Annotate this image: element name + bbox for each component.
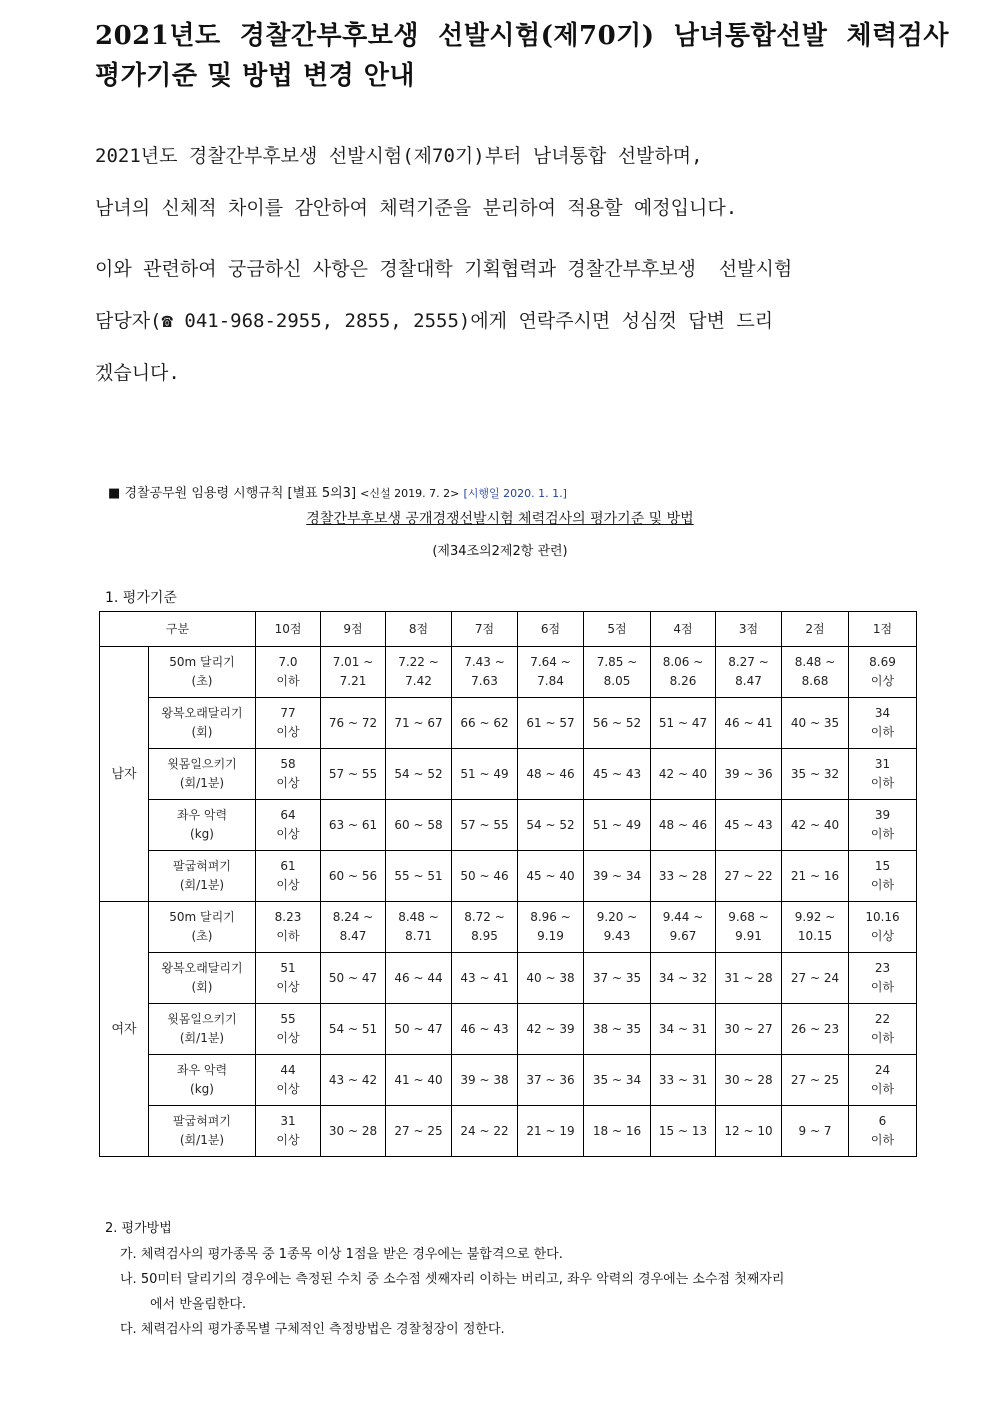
score-value: 60 ~ 58 xyxy=(394,817,443,832)
score-value: 42 ~ 40 xyxy=(790,817,840,832)
score-value: 66 ~ 62 xyxy=(460,715,509,730)
score-value: 50 ~ 46 xyxy=(460,868,509,883)
score-cell xyxy=(651,800,716,851)
score-cell xyxy=(256,800,321,851)
score-value: 51 ~ 47 xyxy=(658,715,708,730)
score-value: 34 ~ 31 xyxy=(658,1021,708,1036)
header-score: 10점 xyxy=(256,612,321,647)
score-cell xyxy=(782,953,849,1004)
score-value: 7.64 ~ 7.84 xyxy=(530,655,571,688)
table-row xyxy=(100,851,917,902)
score-value: 61 ~ 57 xyxy=(526,715,575,730)
score-value: 44 이상 xyxy=(276,1063,300,1096)
score-cell xyxy=(386,698,452,749)
score-cell xyxy=(518,698,584,749)
score-value: 46 ~ 44 xyxy=(394,970,443,985)
score-value: 8.06 ~ 8.26 xyxy=(662,655,704,688)
score-cell xyxy=(321,647,386,698)
score-cell xyxy=(256,902,321,953)
score-cell xyxy=(321,1004,386,1055)
score-cell xyxy=(321,1055,386,1106)
score-cell xyxy=(518,749,584,800)
header-score: 1점 xyxy=(849,612,917,647)
contact-line-3: 겠습니다. xyxy=(95,362,180,384)
score-value: 46 ~ 41 xyxy=(724,715,773,730)
score-value: 42 ~ 39 xyxy=(526,1021,575,1036)
score-value: 31 이하 xyxy=(870,757,895,790)
score-cell xyxy=(256,1055,321,1106)
score-value: 39 ~ 36 xyxy=(724,766,773,781)
score-value: 8.69 이상 xyxy=(869,655,896,688)
score-cell xyxy=(849,647,917,698)
score-value: 57 ~ 55 xyxy=(328,766,378,781)
event-label: 팔굽혀펴기 (회/1분) xyxy=(173,1114,231,1147)
header-score: 6점 xyxy=(518,612,584,647)
event-cell xyxy=(149,1106,256,1157)
score-value: 31 이상 xyxy=(276,1114,300,1147)
score-value: 55 이상 xyxy=(276,1012,300,1045)
score-value: 12 ~ 10 xyxy=(724,1123,773,1138)
score-cell xyxy=(849,1004,917,1055)
score-value: 54 ~ 52 xyxy=(526,817,575,832)
score-value: 9.44 ~ 9.67 xyxy=(662,910,704,943)
score-value: 45 ~ 43 xyxy=(592,766,642,781)
event-cell xyxy=(149,749,256,800)
score-value: 54 ~ 52 xyxy=(394,766,443,781)
score-cell xyxy=(651,749,716,800)
score-value: 39 이하 xyxy=(870,808,895,841)
score-value: 45 ~ 43 xyxy=(724,817,773,832)
score-value: 40 ~ 35 xyxy=(790,715,840,730)
score-value: 61 이상 xyxy=(276,859,300,892)
score-cell xyxy=(256,698,321,749)
score-cell xyxy=(518,851,584,902)
event-cell xyxy=(149,953,256,1004)
score-cell xyxy=(651,953,716,1004)
score-cell xyxy=(584,1106,651,1157)
score-value: 30 ~ 28 xyxy=(724,1072,773,1087)
score-cell xyxy=(452,851,518,902)
score-value: 27 ~ 22 xyxy=(724,868,773,883)
header-score: 9점 xyxy=(321,612,386,647)
intro-line-1: 2021년도 경찰간부후보생 선발시험(제70기)부터 남녀통합 선발하며, xyxy=(95,145,703,167)
score-value: 50 ~ 47 xyxy=(328,970,378,985)
header-score: 2점 xyxy=(782,612,849,647)
score-value: 43 ~ 41 xyxy=(460,970,509,985)
score-cell xyxy=(782,851,849,902)
event-label: 좌우 악력 (kg) xyxy=(176,808,228,841)
score-value: 31 ~ 28 xyxy=(724,970,773,985)
score-cell xyxy=(256,953,321,1004)
table-subtitle: (제34조의2제2항 관련) xyxy=(432,544,568,559)
score-cell xyxy=(321,800,386,851)
header-score: 5점 xyxy=(584,612,651,647)
score-cell xyxy=(584,647,651,698)
score-value: 40 ~ 38 xyxy=(526,970,575,985)
score-cell xyxy=(452,1004,518,1055)
score-value: 15 ~ 13 xyxy=(658,1123,708,1138)
score-cell xyxy=(584,902,651,953)
score-cell xyxy=(584,953,651,1004)
table-row xyxy=(100,902,917,953)
event-label: 팔굽혀펴기 (회/1분) xyxy=(173,859,231,892)
score-value: 6 이하 xyxy=(870,1114,895,1147)
score-cell xyxy=(321,851,386,902)
score-value: 15 이하 xyxy=(870,859,895,892)
event-label: 좌우 악력 (kg) xyxy=(176,1063,228,1096)
score-value: 21 ~ 19 xyxy=(526,1123,575,1138)
score-cell xyxy=(849,1106,917,1157)
score-cell xyxy=(782,1004,849,1055)
score-cell xyxy=(386,902,452,953)
score-cell xyxy=(256,851,321,902)
event-cell xyxy=(149,647,256,698)
score-value: 33 ~ 31 xyxy=(658,1072,708,1087)
event-cell xyxy=(149,1055,256,1106)
notice-title xyxy=(95,16,949,96)
score-cell xyxy=(386,851,452,902)
rule-reference xyxy=(108,482,567,501)
score-cell xyxy=(782,1055,849,1106)
score-cell xyxy=(651,698,716,749)
evaluation-methods xyxy=(120,1242,920,1342)
score-value: 22 이하 xyxy=(870,1012,895,1045)
score-value: 24 이하 xyxy=(870,1063,895,1096)
score-value: 35 ~ 34 xyxy=(592,1072,642,1087)
score-value: 27 ~ 25 xyxy=(394,1123,443,1138)
gender-label: 여자 xyxy=(100,902,149,1157)
score-cell xyxy=(849,902,917,953)
contact-paragraph xyxy=(95,243,925,399)
score-cell xyxy=(386,749,452,800)
score-cell xyxy=(452,698,518,749)
gender-label: 남자 xyxy=(100,647,149,902)
score-cell xyxy=(651,902,716,953)
table-row xyxy=(100,1055,917,1106)
score-cell xyxy=(321,749,386,800)
score-value: 9.68 ~ 9.91 xyxy=(728,910,769,943)
score-cell xyxy=(386,1055,452,1106)
score-value: 43 ~ 42 xyxy=(328,1072,378,1087)
score-cell xyxy=(321,953,386,1004)
score-cell xyxy=(849,851,917,902)
score-value: 48 ~ 46 xyxy=(526,766,575,781)
header-score: 8점 xyxy=(386,612,452,647)
score-value: 7.01 ~ 7.21 xyxy=(332,655,374,688)
score-cell xyxy=(518,1106,584,1157)
score-cell xyxy=(584,800,651,851)
score-value: 50 ~ 47 xyxy=(394,1021,443,1036)
score-value: 54 ~ 51 xyxy=(328,1021,378,1036)
notice-title-line-1: 2021년도 경찰간부후보생 선발시험(제70기) 남녀통합선발 체력검사 xyxy=(95,21,949,51)
score-cell xyxy=(386,1004,452,1055)
score-cell xyxy=(452,902,518,953)
score-value: 7.43 ~ 7.63 xyxy=(464,655,505,688)
score-value: 60 ~ 56 xyxy=(328,868,378,883)
table-row xyxy=(100,953,917,1004)
score-value: 8.27 ~ 8.47 xyxy=(728,655,769,688)
score-cell xyxy=(716,902,782,953)
score-cell xyxy=(849,800,917,851)
event-cell xyxy=(149,698,256,749)
notice-title-line-2: 평가기준 및 방법 변경 안내 xyxy=(95,61,415,91)
header-category: 구분 xyxy=(100,612,256,647)
score-cell xyxy=(452,800,518,851)
score-cell xyxy=(386,647,452,698)
score-cell xyxy=(518,647,584,698)
score-cell xyxy=(321,698,386,749)
score-value: 8.72 ~ 8.95 xyxy=(464,910,505,943)
score-cell xyxy=(651,647,716,698)
section-2-heading: 2. 평가방법 xyxy=(105,1221,172,1236)
score-cell xyxy=(518,1055,584,1106)
score-value: 45 ~ 40 xyxy=(526,868,575,883)
score-cell xyxy=(452,1106,518,1157)
score-cell xyxy=(386,953,452,1004)
score-cell xyxy=(256,1106,321,1157)
score-value: 48 ~ 46 xyxy=(658,817,708,832)
score-value: 38 ~ 35 xyxy=(592,1021,642,1036)
score-value: 7.0 이하 xyxy=(276,655,300,688)
event-cell xyxy=(149,902,256,953)
score-value: 34 ~ 32 xyxy=(658,970,708,985)
table-row xyxy=(100,1106,917,1157)
score-cell xyxy=(716,749,782,800)
score-cell xyxy=(452,1055,518,1106)
score-cell xyxy=(716,1004,782,1055)
header-score: 3점 xyxy=(716,612,782,647)
score-cell xyxy=(651,1106,716,1157)
score-value: 55 ~ 51 xyxy=(394,868,443,883)
score-cell xyxy=(256,749,321,800)
score-cell xyxy=(518,953,584,1004)
event-label: 윗몸일으키기 (회/1분) xyxy=(167,757,237,790)
method-item-na: 나. 50미터 달리기의 경우에는 측정된 수치 중 소수점 셋째자리 이하는 버리고, 좌우 악력의 경우에는 소수점 첫째자리 xyxy=(120,1272,785,1287)
score-value: 7.22 ~ 7.42 xyxy=(398,655,439,688)
score-value: 23 이하 xyxy=(870,961,895,994)
score-value: 21 ~ 16 xyxy=(790,868,840,883)
score-value: 42 ~ 40 xyxy=(658,766,708,781)
intro-paragraph xyxy=(95,130,925,234)
score-value: 57 ~ 55 xyxy=(460,817,509,832)
score-value: 8.96 ~ 9.19 xyxy=(530,910,571,943)
score-value: 39 ~ 34 xyxy=(592,868,642,883)
header-score: 7점 xyxy=(452,612,518,647)
score-cell xyxy=(782,800,849,851)
table-row xyxy=(100,749,917,800)
score-cell xyxy=(782,902,849,953)
score-cell xyxy=(518,1004,584,1055)
section-1-heading: 1. 평가기준 xyxy=(105,590,177,606)
score-cell xyxy=(452,749,518,800)
score-cell xyxy=(321,1106,386,1157)
event-label: 왕복오래달리기 (회) xyxy=(161,706,243,739)
score-value: 37 ~ 36 xyxy=(526,1072,575,1087)
score-value: 63 ~ 61 xyxy=(328,817,378,832)
score-cell xyxy=(256,647,321,698)
score-cell xyxy=(256,1004,321,1055)
score-cell xyxy=(584,698,651,749)
intro-line-2: 남녀의 신체적 차이를 감안하여 체력기준을 분리하여 적용할 예정입니다. xyxy=(95,197,738,219)
rule-established-date: <신설 2019. 7. 2> xyxy=(360,487,460,500)
score-value: 8.24 ~ 8.47 xyxy=(332,910,374,943)
method-item-na-continued: 에서 반올림한다. xyxy=(150,1297,247,1312)
event-cell xyxy=(149,851,256,902)
score-cell xyxy=(584,1055,651,1106)
score-cell xyxy=(782,1106,849,1157)
score-value: 77 이상 xyxy=(276,706,300,739)
table-row xyxy=(100,647,917,698)
score-value: 46 ~ 43 xyxy=(460,1021,509,1036)
score-cell xyxy=(716,647,782,698)
score-value: 58 이상 xyxy=(276,757,300,790)
fitness-criteria-table xyxy=(99,611,917,1157)
score-cell xyxy=(782,749,849,800)
score-value: 27 ~ 25 xyxy=(790,1072,840,1087)
score-cell xyxy=(584,1004,651,1055)
score-value: 30 ~ 28 xyxy=(328,1123,378,1138)
score-cell xyxy=(849,953,917,1004)
score-value: 76 ~ 72 xyxy=(328,715,378,730)
square-bullet-icon: ■ xyxy=(108,486,121,501)
score-value: 27 ~ 24 xyxy=(790,970,840,985)
score-cell xyxy=(716,1106,782,1157)
score-value: 51 이상 xyxy=(276,961,300,994)
score-cell xyxy=(518,800,584,851)
event-label: 왕복오래달리기 (회) xyxy=(161,961,243,994)
score-cell xyxy=(651,1004,716,1055)
score-value: 51 ~ 49 xyxy=(460,766,509,781)
rule-effective-date: [시행일 2020. 1. 1.] xyxy=(463,487,567,500)
score-cell xyxy=(716,851,782,902)
score-cell xyxy=(584,851,651,902)
score-cell xyxy=(452,647,518,698)
score-cell xyxy=(716,698,782,749)
score-cell xyxy=(452,953,518,1004)
event-label: 50m 달리기 (초) xyxy=(169,655,235,688)
score-value: 9.20 ~ 9.43 xyxy=(596,910,638,943)
table-row xyxy=(100,698,917,749)
score-cell xyxy=(716,800,782,851)
score-cell xyxy=(518,902,584,953)
method-item-da: 다. 체력검사의 평가종목별 구체적인 측정방법은 경찰청장이 정한다. xyxy=(120,1322,505,1337)
score-cell xyxy=(386,1106,452,1157)
score-cell xyxy=(651,851,716,902)
score-value: 9.92 ~ 10.15 xyxy=(794,910,836,943)
table-row xyxy=(100,1004,917,1055)
score-cell xyxy=(651,1055,716,1106)
score-value: 18 ~ 16 xyxy=(592,1123,642,1138)
score-value: 9 ~ 7 xyxy=(798,1123,832,1138)
score-value: 39 ~ 38 xyxy=(460,1072,509,1087)
event-label: 50m 달리기 (초) xyxy=(169,910,235,943)
score-value: 30 ~ 27 xyxy=(724,1021,773,1036)
method-item-ga: 가. 체력검사의 평가종목 중 1종목 이상 1점을 받은 경우에는 불합격으로 한다. xyxy=(120,1247,563,1262)
table-header-row xyxy=(100,612,917,647)
event-cell xyxy=(149,800,256,851)
table-title: 경찰간부후보생 공개경쟁선발시험 체력검사의 평가기준 및 방법 xyxy=(306,511,694,527)
event-cell xyxy=(149,1004,256,1055)
score-value: 56 ~ 52 xyxy=(592,715,642,730)
score-value: 10.16 이상 xyxy=(865,910,900,943)
score-cell xyxy=(782,698,849,749)
score-value: 35 ~ 32 xyxy=(790,766,840,781)
score-value: 8.23 이하 xyxy=(274,910,302,943)
score-cell xyxy=(849,749,917,800)
score-cell xyxy=(584,749,651,800)
score-value: 8.48 ~ 8.71 xyxy=(398,910,439,943)
score-value: 34 이하 xyxy=(870,706,895,739)
score-cell xyxy=(716,953,782,1004)
score-cell xyxy=(321,902,386,953)
score-value: 71 ~ 67 xyxy=(394,715,443,730)
score-cell xyxy=(716,1055,782,1106)
score-cell xyxy=(782,647,849,698)
contact-line-2: 담당자(☎ 041-968-2955, 2855, 2555)에게 연락주시면 성심껏 답변 드리 xyxy=(95,310,774,332)
score-cell xyxy=(849,698,917,749)
score-value: 37 ~ 35 xyxy=(592,970,642,985)
score-value: 8.48 ~ 8.68 xyxy=(794,655,836,688)
score-value: 51 ~ 49 xyxy=(592,817,642,832)
score-value: 24 ~ 22 xyxy=(460,1123,509,1138)
score-cell xyxy=(386,800,452,851)
score-value: 41 ~ 40 xyxy=(394,1072,443,1087)
score-value: 64 이상 xyxy=(276,808,300,841)
table-row xyxy=(100,800,917,851)
contact-line-1: 이와 관련하여 궁금하신 사항은 경찰대학 기획협력과 경찰간부후보생 선발시험 xyxy=(95,258,793,280)
score-value: 7.85 ~ 8.05 xyxy=(596,655,638,688)
header-score: 4점 xyxy=(651,612,716,647)
score-value: 33 ~ 28 xyxy=(658,868,708,883)
score-value: 26 ~ 23 xyxy=(790,1021,840,1036)
score-cell xyxy=(849,1055,917,1106)
event-label: 윗몸일으키기 (회/1분) xyxy=(167,1012,237,1045)
rule-reference-text: 경찰공무원 임용령 시행규칙 [별표 5의3] xyxy=(124,486,357,501)
